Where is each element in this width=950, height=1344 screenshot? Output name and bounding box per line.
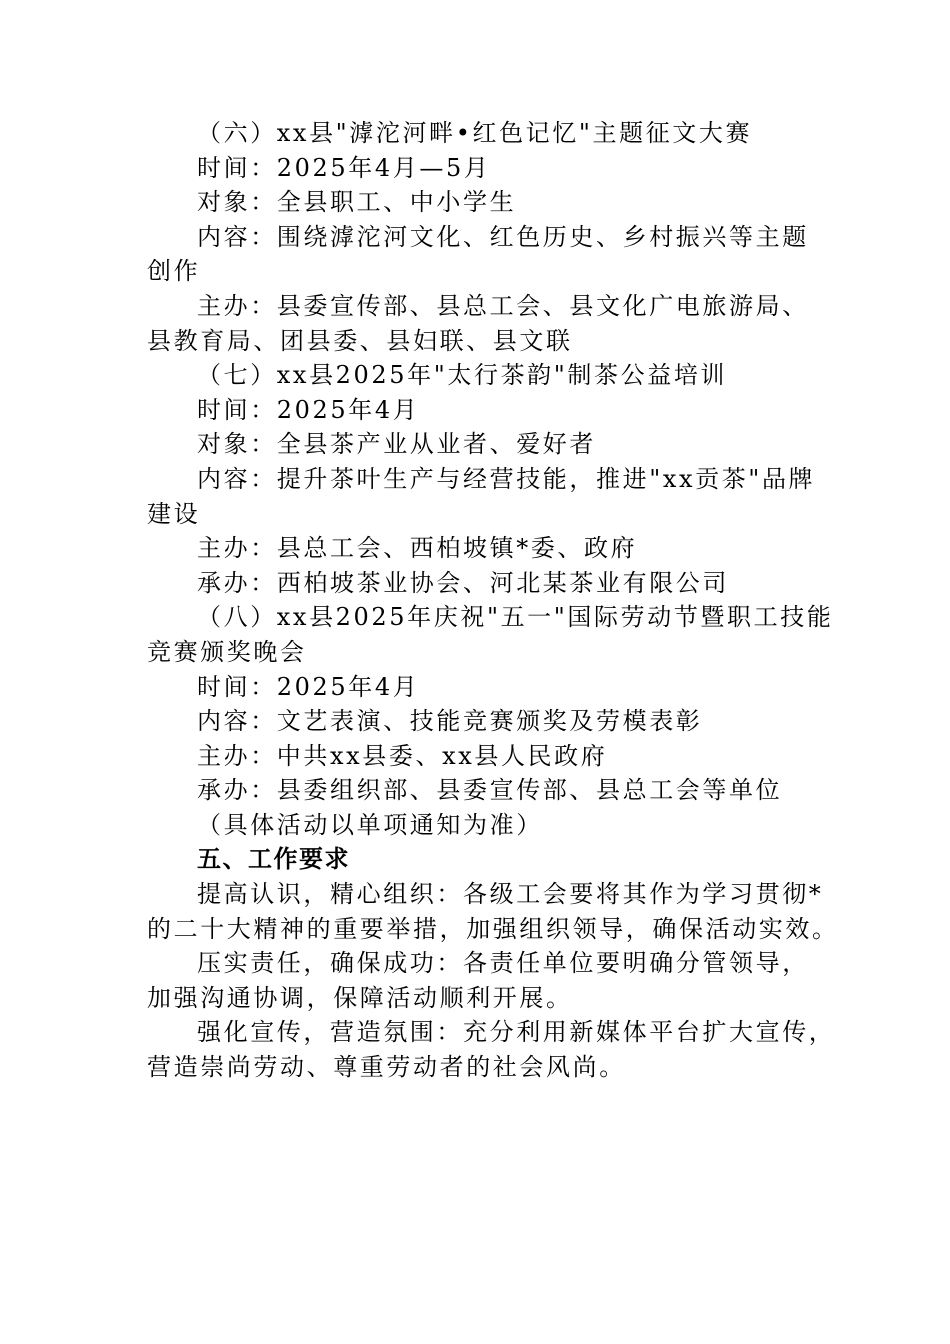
time-line: 时间：2025年4月—5月	[197, 153, 491, 182]
note-line: （具体活动以单项通知为准）	[197, 810, 543, 839]
co-organizer-line: 承办：县委组织部、县委宣传部、县总工会等单位	[197, 776, 783, 805]
content-line-continued: 创作	[147, 257, 201, 286]
content-line-continued: 建设	[147, 499, 201, 528]
section-heading-eight: （八）xx县2025年庆祝"五一"国际劳动节暨职工技能	[197, 603, 834, 632]
co-organizer-line: 承办：西柏坡茶业协会、河北某茶业有限公司	[197, 568, 729, 597]
time-line: 时间：2025年4月	[197, 672, 420, 701]
document-page	[147, 116, 839, 1085]
organizer-line-continued: 县教育局、团县委、县妇联、县文联	[147, 326, 573, 355]
organizer-line: 主办：县委宣传部、县总工会、县文化广电旅游局、	[197, 291, 809, 320]
requirement-paragraph-1-continued: 的二十大精神的重要举措，加强组织领导，确保活动实效。	[147, 914, 839, 943]
organizer-line: 主办：中共xx县委、xx县人民政府	[197, 741, 608, 770]
section-heading-eight-continued: 竞赛颁奖晚会	[147, 637, 307, 666]
requirement-paragraph-1: 提高认识，精心组织：各级工会要将其作为学习贯彻*	[197, 880, 824, 909]
requirement-paragraph-2: 压实责任，确保成功：各责任单位要明确分管领导，	[197, 949, 809, 978]
audience-line: 对象：全县职工、中小学生	[197, 188, 517, 217]
time-line: 时间：2025年4月	[197, 395, 420, 424]
content-line: 内容：围绕滹沱河文化、红色历史、乡村振兴等主题	[197, 222, 809, 251]
section-heading-seven: （七）xx县2025年"太行茶韵"制茶公益培训	[197, 361, 728, 390]
content-line: 内容：文艺表演、技能竞赛颁奖及劳模表彰	[197, 707, 703, 736]
section-heading-work-requirements: 五、工作要求	[197, 845, 350, 874]
requirement-paragraph-3: 强化宣传，营造氛围：充分利用新媒体平台扩大宣传，	[197, 1018, 836, 1047]
section-heading-six: （六）xx县"滹沱河畔•红色记忆"主题征文大赛	[197, 119, 753, 147]
organizer-line: 主办：县总工会、西柏坡镇*委、政府	[197, 534, 638, 563]
audience-line: 对象：全县茶产业从业者、爱好者	[197, 430, 596, 459]
requirement-paragraph-3-continued: 营造崇尚劳动、尊重劳动者的社会风尚。	[147, 1053, 626, 1082]
requirement-paragraph-2-continued: 加强沟通协调，保障活动顺利开展。	[147, 983, 573, 1012]
content-line: 内容：提升茶叶生产与经营技能，推进"xx贡茶"品牌	[197, 464, 816, 493]
